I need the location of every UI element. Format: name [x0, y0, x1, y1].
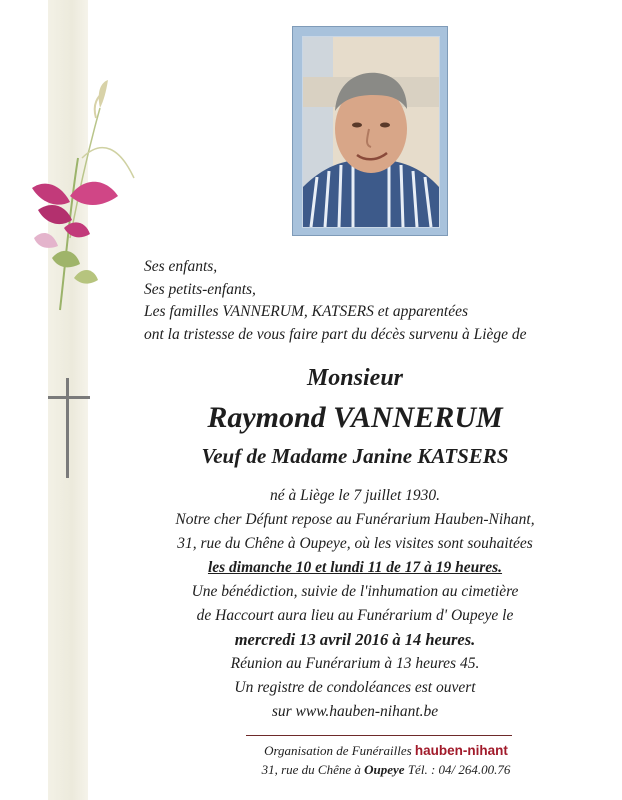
cross-icon — [46, 376, 92, 480]
footer-organisation-line — [200, 741, 572, 760]
spouse-line: Veuf de Madame Janine KATSERS — [201, 444, 509, 468]
intro-line-families: Les familles VANNERUM, KATSERS et apparentées — [144, 303, 469, 320]
funeral-home-footer — [200, 741, 572, 779]
footer-phone: 04/ 264.00.76 — [438, 762, 511, 777]
blessing-line-2: de Haccourt aura lieu au Funérarium d' Oupeye le — [196, 607, 514, 624]
footer-org-label: Organisation de Funérailles — [264, 743, 412, 758]
calla-lily-icon — [22, 78, 142, 318]
intro-line-announcement: ont la tristesse de vous faire part du décès survenu à Liège de — [144, 325, 527, 343]
deceased-title-block — [90, 362, 620, 470]
registry-line-1: Un registre de condoléances est ouvert — [234, 679, 476, 696]
funeral-home-brand: hauben-nihant — [414, 743, 508, 758]
portrait-photo — [302, 36, 440, 228]
registry-line-2: sur www.hauben-nihant.be — [271, 703, 439, 720]
footer-phone-label: Tél. : — [407, 762, 436, 777]
visiting-hours: les dimanche 10 et lundi 11 de 17 à 19 heures. — [207, 559, 503, 576]
ceremony-date: mercredi 13 avril 2016 à 14 heures. — [234, 630, 476, 649]
intro-line-children: Ses enfants, — [144, 258, 218, 275]
blessing-line-1: Une bénédiction, suivie de l'inhumation au cimetière — [191, 583, 519, 600]
repose-line-2: 31, rue du Chêne à Oupeye, où les visites sont souhaitées — [177, 535, 533, 552]
birth-line: né à Liège le 7 juillet 1930. — [269, 487, 441, 504]
footer-address: 31, rue du Chêne à — [261, 762, 361, 777]
deceased-name: Raymond VANNERUM — [207, 401, 503, 434]
portrait-frame — [292, 26, 448, 236]
reunion-line: Réunion au Funérarium à 13 heures 45. — [230, 655, 480, 672]
footer-city: Oupeye — [364, 762, 405, 777]
funeral-details — [90, 484, 620, 724]
repose-line-1: Notre cher Défunt repose au Funérarium Hauben-Nihant, — [175, 511, 535, 528]
intro-line-grandchildren: Ses petits-enfants, — [144, 280, 256, 298]
footer-address-line — [200, 760, 572, 779]
footer-divider — [246, 735, 512, 736]
announcement-intro — [144, 256, 584, 346]
honorific: Monsieur — [306, 365, 404, 391]
